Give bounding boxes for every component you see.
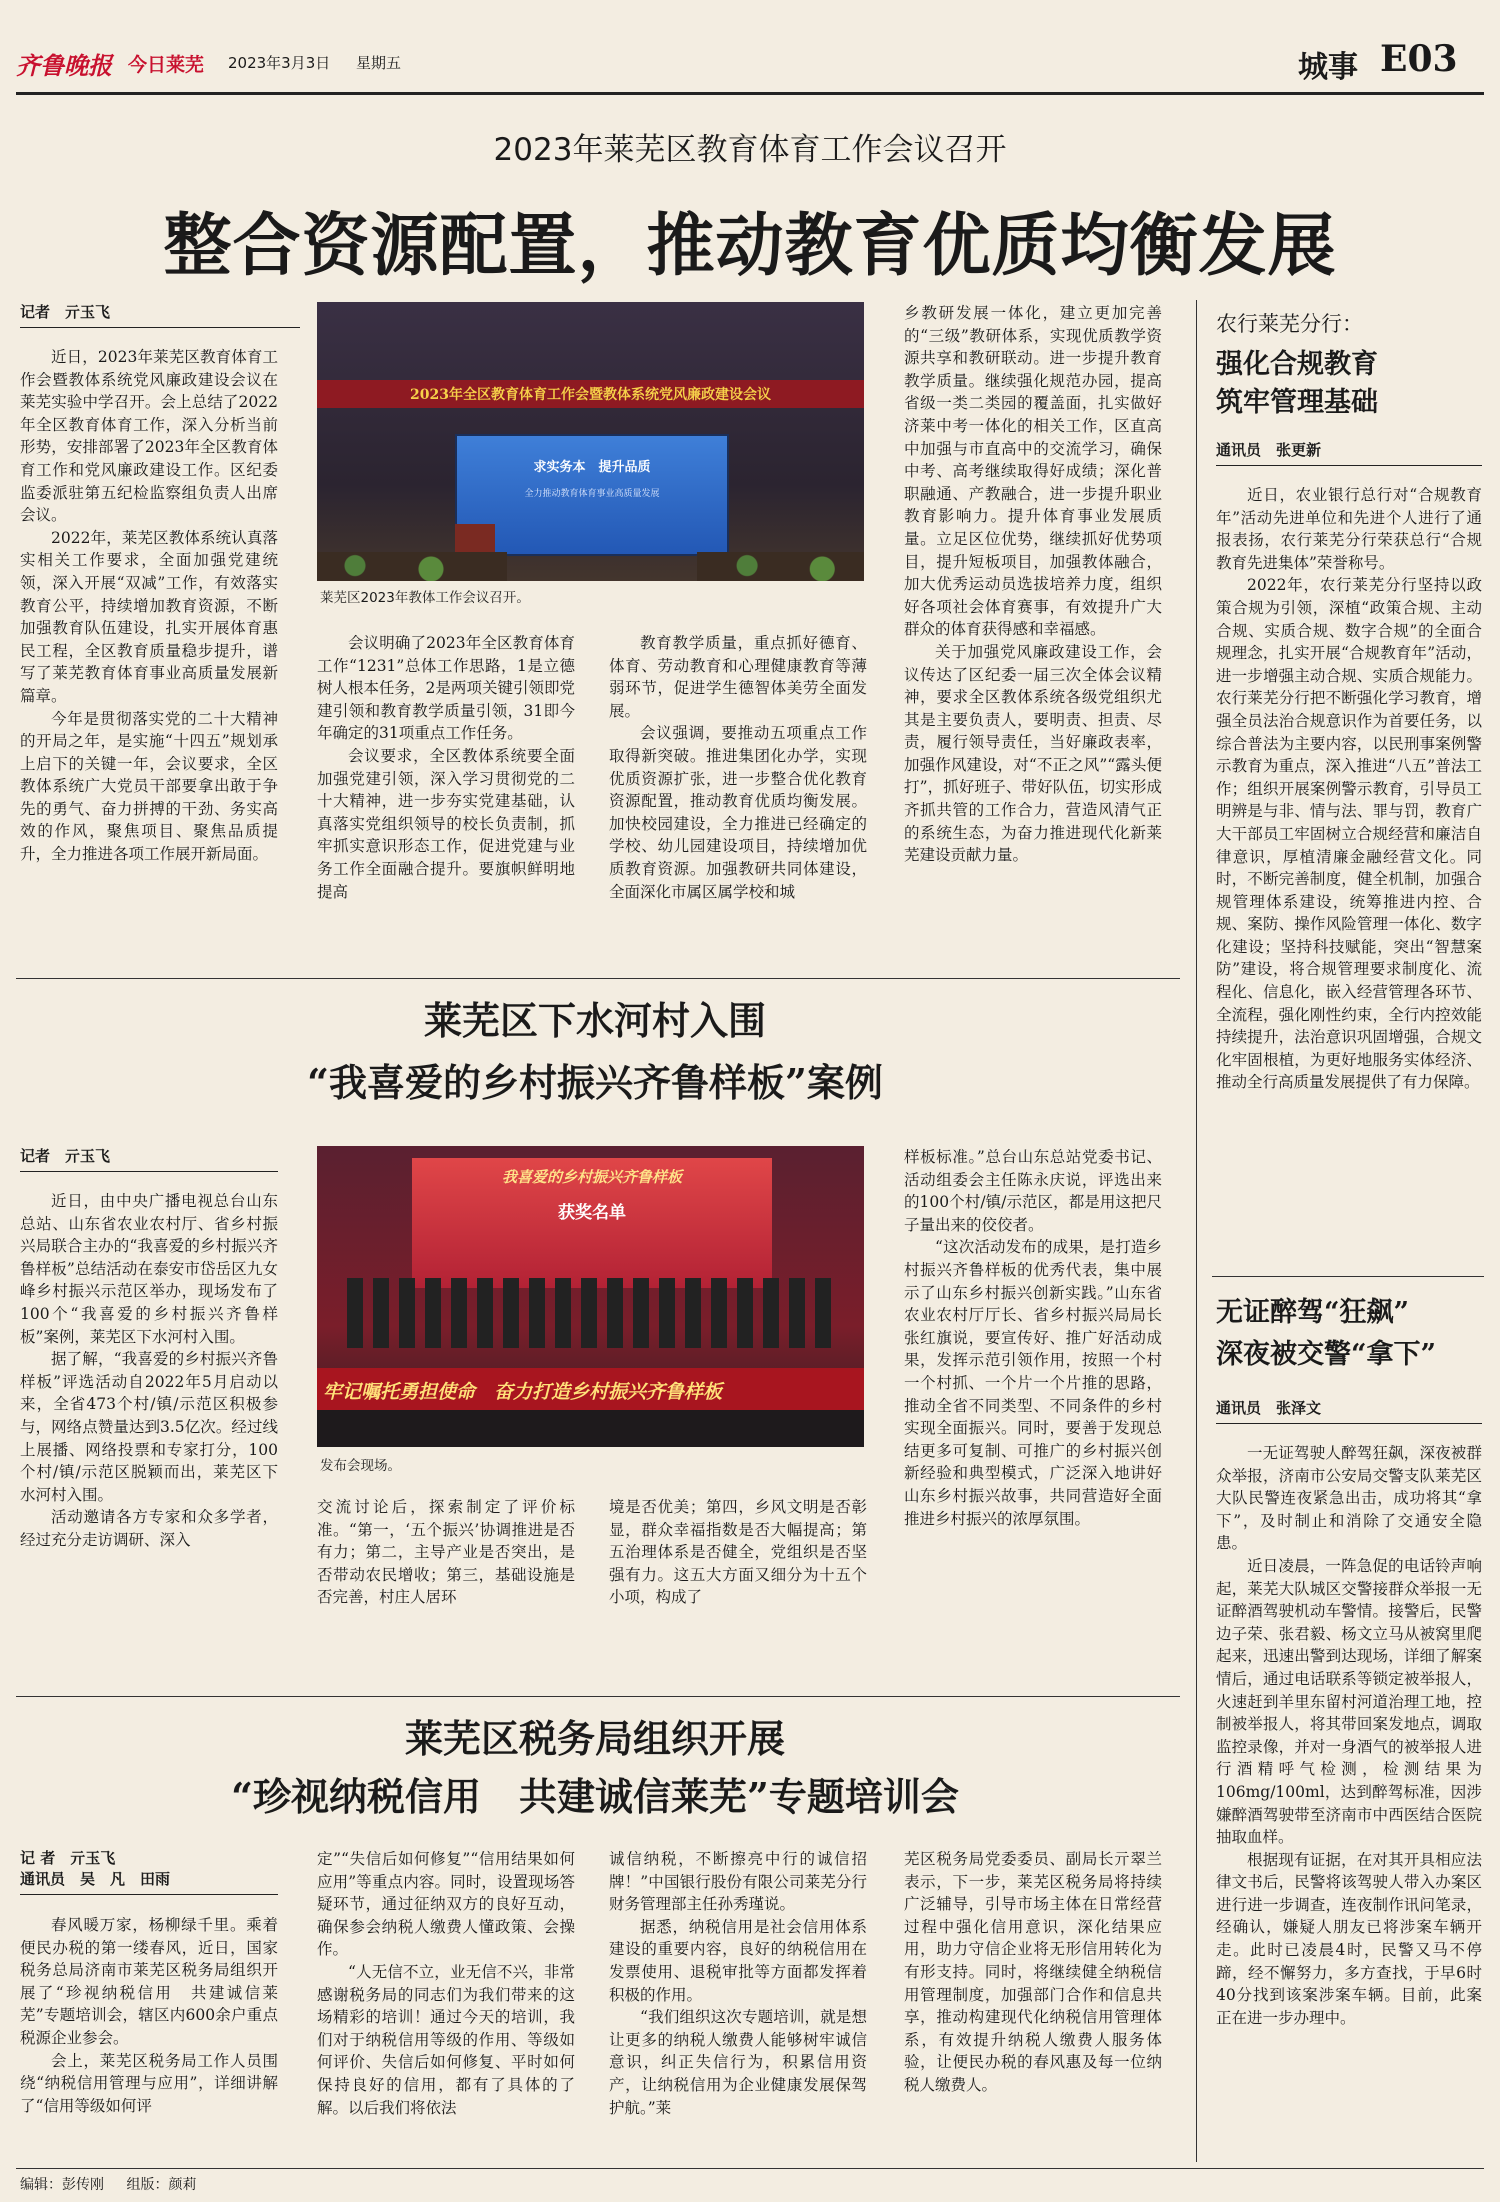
article2-byline [20,1146,278,1172]
paragraph: 近日，由中央广播电视总台山东总站、山东省农业农村厅、省乡村振兴局联合主办的“我喜爱的乡村振兴齐鲁样板”总结活动在泰安市岱岳区九女峰乡村振兴示范区举办，现场发布了100个“我喜爱的乡村振兴齐鲁样板”案例，莱芜区下水河村入围。 [20,1192,278,1346]
photo-stage-screen [455,434,729,556]
issue-date: 2023年3月3日 [228,54,331,72]
footer [20,2174,196,2194]
issue-weekday: 星期五 [356,54,402,72]
award-winners-row [347,1278,837,1348]
article3-byline [20,1848,278,1895]
paragraph: 近日凌晨，一阵急促的电话铃声响起，莱芜大队城区交警接群众举报一无证醉酒驾驶机动车警情。接警后，民警边子荣、张君毅、杨文立马从被窝里爬起来，迅速出警到达现场，详细了解案情后，通过电话联系等锁定被举报人，火速赶到羊里东留村河道治理工地，控制被举报人，将其带回案发地点，调取监控录像，并对一身酒气的被举报人进行酒精呼气检测，检测结果为106mg/100ml，达到醉驾标准，因涉嫌醉酒驾驶带至济南市中西医结合医院抽取血样。 [1216,1556,1482,1847]
article1-byline [20,302,300,328]
paragraph: 会议明确了2023年全区教育体育工作“1231”总体工作思路，1是立德树人根本任务，2是两项关键引领即党建引领和教育教学质量引领，31即今年确定的31项重点工作任务。 [317,634,575,743]
byline-rule [1216,1423,1482,1424]
sidebar1-headline-1: 强化合规教育 [1216,349,1378,380]
sidebar-divider [1196,300,1197,2162]
paragraph: 会上，莱芜区税务局工作人员围绕“纳税信用管理与应用”，详细讲解了“信用等级如何评 [20,2051,278,2115]
stage-banner [317,1368,864,1410]
article3-col1 [20,1914,278,2162]
byline-text: 记者 亓玉飞 [20,1147,111,1165]
byline-rule [1216,465,1482,466]
paragraph: 交流讨论后，探索制定了评价标准。“第一，‘五个振兴’协调推进是否有力；第二，主导产业是否突出，是否带动农民增收；第三，基础设施是否完善，村庄人居环 [317,1498,575,1607]
footer-layout: 组版：颜莉 [126,2177,197,2193]
paragraph: “这次活动发布的成果，是打造乡村振兴齐鲁样板的优秀代表，集中展示了山东乡村振兴创新实践。”山东省农业农村厅厅长、省乡村振兴局局长张红旗说，要宣传好、推广好活动成果，发挥示范引领作用，按照一个村一个村抓、一个片一个片推的思路，推动全省不同类型、不同条件的乡村实现全面振兴。同时，要善于发现总结更多可复制、可推广的乡村振兴创新经验和典型模式，广泛深入地讲好山东乡村振兴故事，共同营造好全面推进乡村振兴的浓厚氛围。 [904,1238,1162,1528]
article3-headline-2: “珍视纳税信用 共建诚信莱芜”专题培训会 [231,1774,959,1819]
sidebar2-body [1216,1442,1482,2162]
paragraph: 近日，2023年莱芜区教育体育工作会暨教体系统党风廉政建设会议在莱芜实验中学召开。会上总结了2022年全区教育体育工作，深入分析当前形势，安排部署了2023年全区教育体育工作和党风廉政建设工作。区纪委监委派驻第五纪检监察组负责人出席会议。 [20,348,278,525]
masthead-rule [16,92,1484,95]
screen-subtitle: 获奖名单 [558,1203,626,1223]
article3-col4 [904,1848,1162,2162]
sidebar1-body [1216,484,1482,1254]
paragraph: 诚信纳税，不断擦亮中行的诚信招牌！”中国银行股份有限公司莱芜分行财务管理部主任孙秀瑾说。 [609,1850,867,1914]
sidebar1-headline-2: 筑牢管理基础 [1216,387,1378,418]
paragraph: 春风暖万家，杨柳绿千里。乘着便民办税的第一缕春风，近日，国家税务总局济南市莱芜区税务局组织开展了“珍视纳税信用 共建诚信莱芜”专题培训会，辖区内600余户重点税源企业参会。 [20,1916,278,2047]
article1-col4 [904,302,1162,962]
article1-col2 [317,632,575,962]
paragraph: 今年是贯彻落实党的二十大精神的开局之年，是实施“十四五”规划承上启下的关键一年，会议要求，全区教体系统广大党员干部要拿出敢于争先的勇气、奋力拼搏的干劲、务实高效的作风，聚焦项目、聚焦品质提升，全力推进各项工作展开新局面。 [20,709,278,864]
paragraph: 会议要求，全区教体系统要全面加强党建引领，深入学习贯彻党的二十大精神，进一步夯实党建基础，认真落实党组织领导的校长负责制，抓牢抓实意识形态工作，促进党建与业务工作全面融合提升。要旗帜鲜明地提高 [317,746,575,901]
article3-col2 [317,1848,575,2162]
byline-rule [20,1171,278,1172]
article2-col2 [317,1496,575,1686]
sidebar2-byline [1216,1398,1482,1424]
paragraph: 芜区税务局党委委员、副局长亓翠兰表示，下一步，莱芜区税务局将持续广泛辅导，引导市场主体在日常经营过程中强化信用意识，深化结果应用，助力守信企业将无形信用转化为有形支持。同时，将继续健全纳税信用管理制度，加强部门合作和信息共享，推动构建现代化纳税信用管理体系，有效提升纳税人缴费人服务体验，让便民办税的春风惠及每一位纳税人缴费人。 [904,1850,1162,2094]
paragraph: 据悉，纳税信用是社会信用体系建设的重要内容，良好的纳税信用在发票使用、退税审批等方面都发挥着积极的作用。 [609,1917,867,2004]
paragraph: 2022年，农行莱芜分行坚持以政策合规为引领，深植“政策合规、主动合规、实质合规、数字合规”的全面合规理念，扎实开展“合规教育年”活动，进一步增强主动合规、实质合规能力。农行莱芜分行把不断强化学习教育，增强全员法治合规意识作为首要任务，以综合普法为主要内容，以民刑事案例警示教育为重点，深入推进“八五”普法工作；组织开展案例警示教育，引导员工明辨是与非、情与法、罪与罚，教育广大干部员工牢固树立合规经营和廉洁自律意识，厚植清廉金融经营文化。同时，不断完善制度，健全机制，加强合规管理体系建设，统筹推进内控、合规、案防、操作风险管理一体化、数字化建设；坚持科技赋能，突出“智慧案防”建设，将合规管理要求制度化、流程化、信息化，嵌入经营管理各环节、全流程，强化刚性约束，全行内控效能持续提升，法治意识巩固增强，合规文化牢固根植，为更好地服务实体经济、推动全行高质量发展提供了有力保障。 [1216,576,1482,1092]
banner-text: 牢记嘱托勇担使命 奋力打造乡村振兴齐鲁样板 [323,1381,723,1403]
paragraph: 定”“失信后如何修复”“信用结果如何应用”等重点内容。同时，设置现场答疑环节，通过征纳双方的良好互动，确保参会纳税人缴费人懂政策、会操作。 [317,1850,575,1959]
article1-caption: 莱芜区2023年教体工作会议召开。 [320,590,530,606]
section-name: 城事 [1298,50,1358,85]
sidebar1-byline [1216,440,1482,466]
byline-rule [20,327,300,328]
paragraph: 一无证驾驶人醉驾狂飙，深夜被群众举报，济南市公安局交警支队莱芜区大队民警连夜紧急出击，成功将其“拿下”，及时制止和消除了交通安全隐患。 [1216,1444,1482,1553]
sidebar2-headline-1: 无证醉驾“狂飙” [1216,1297,1410,1328]
edition-name: 今日莱芜 [128,54,205,76]
paragraph: 教育教学质量，重点抓好德育、体育、劳动教育和心理健康教育等薄弱环节，促进学生德智体美劳全面发展。 [609,634,867,720]
paragraph: 会议强调，要推动五项重点工作取得新突破。推进集团化办学，实现优质资源扩张，进一步整合优化教育资源配置，推动教育优质均衡发展。加快校园建设，全力推进已经确定的学校、幼儿园建设项目，持续增加优质教育资源。加强教研共同体建设，全面深化市属区属学校和城 [609,724,867,901]
paper-logo: 齐鲁晚报 [16,51,112,80]
article3-headline-1: 莱芜区税务局组织开展 [404,1716,785,1761]
byline-rule [20,1894,278,1895]
article1-col3 [609,632,867,962]
stage-screen [412,1158,772,1288]
article2-photo [317,1146,864,1447]
article2-col1 [20,1190,278,1680]
paragraph: 活动邀请各方专家和众多学者，经过充分走访调研、深入 [20,1508,278,1549]
paragraph: “我们组织这次专题培训，就是想让更多的纳税人缴费人能够树牢诚信意识，纠正失信行为，积累信用资产，让纳税信用为企业健康发展保驾护航。”莱 [609,2008,867,2117]
byline-correspondent: 通讯员 吴 凡 田雨 [20,1870,171,1888]
paragraph: 据了解，“我喜爱的乡村振兴齐鲁样板”评选活动自2022年5月启动以来，全省473个村/镇/示范区积极参与，网络点赞量达到3.5亿次。经过线上展播、网络投票和专家打分，100个村/镇/示范区脱颖而出，莱芜区下水河村入围。 [20,1350,278,1504]
article2-bottom-rule [16,1696,1180,1697]
masthead [16,36,1484,96]
paragraph: 根据现有证据，在对其开具相应法律文书后，民警将该驾驶人带入办案区进行进一步调查，连夜制作讯问笔录，经确认，嫌疑人朋友已将涉案车辆开走。此时已凌晨4时，民警又马不停蹄，经不懈努力，多方查找，于早6时40分找到该案涉案车辆。目前，此案正在进一步办理中。 [1216,1850,1482,2027]
page-number: E03 [1380,38,1458,80]
sidebar2-headline-2: 深夜被交警“拿下” [1216,1339,1437,1370]
paragraph: 境是否优美；第四，乡风文明是否彰显，群众幸福指数是否大幅提高；第五治理体系是否健全，党组织是否坚强有力。这五大方面又细分为十五个小项，构成了 [609,1498,867,1607]
paragraph: 乡教研发展一体化，建立更加完善的“三级”教研体系，实现优质教学资源共享和教研联动。进一步提升教育教学质量。继续强化规范办园，提高省级一类二类园的覆盖面，扎实做好济莱中考一体化的相关工作，区直高中加强与市直高中的交流学习，确保中考、高考继续取得好成绩；深化普职融通、产教融合，进一步提升职业教育影响力。提升体育事业发展质量。立足区位优势，继续抓好优势项目，提升短板项目，加强教体融合，加大优秀运动员选拔培养力度，组织好各项社会体育赛事，有效提升广大群众的体育获得感和幸福感。 [904,304,1162,639]
paragraph: 样板标准。”总台山东总站党委书记、活动组委会主任陈永庆说，评选出来的100个村/镇/示范区，都是用这把尺子量出来的佼佼者。 [904,1148,1162,1234]
article2-caption: 发布会现场。 [320,1458,401,1474]
article2-col3 [609,1496,867,1686]
sidebar1-kicker: 农行莱芜分行： [1216,312,1363,336]
paragraph: 关于加强党风廉政建设工作，会议传达了区纪委一届三次全体会议精神，要求全区教体系统各级党组织尤其是主要负责人，要明责、担责、尽责，履行领导责任，当好廉政表率，加强作风建设，对“不正之风”“露头便打”，抓好班子、带好队伍，切实形成齐抓共管的工作合力，营造风清气正的系统生态，为奋力推进现代化新莱芜建设贡献力量。 [904,642,1162,865]
audience [317,1410,864,1447]
footer-editor: 编辑：彭传刚 [20,2177,104,2193]
paragraph: 2022年，莱芜区教体系统认真落实相关工作要求，全面加强党建统领，深入开展“双减”工作，有效落实教育公平，持续增加教育资源，不断加强教育队伍建设，扎实开展体育惠民工程，全区教育质量稳步提升，谱写了莱芜教育体育事业高质量发展新篇章。 [20,528,278,705]
article1-col1 [20,346,278,946]
article1-photo [317,302,864,607]
article1-headline: 整合资源配置，推动教育优质均衡发展 [163,206,1337,286]
article2-col4 [904,1146,1162,1686]
article1-bottom-rule [16,978,1180,979]
article2-headline-2: “我喜爱的乡村振兴齐鲁样板”案例 [307,1060,883,1105]
byline-text: 通讯员 张更新 [1216,441,1322,459]
paragraph: “人无信不立，业无信不兴，非常感谢税务局的同志们为我们带来的这场精彩的培训！通过今天的培训，我们对于纳税信用等级的作用、等级如何评价、失信后如何修复、平时如何保持良好的信用，都有了具体的了解。以后我们将依法 [317,1962,575,2117]
screen-title: 我喜爱的乡村振兴齐鲁样板 [501,1168,682,1186]
article3-col3 [609,1848,867,2162]
footer-rule [16,2168,1484,2169]
photo-banner-text: 2023年全区教育体育工作会暨教体系统党风廉政建设会议 [317,380,864,408]
article2-headline-1: 莱芜区下水河村入围 [423,998,766,1043]
screen-subtitle: 全力推动教育体育事业高质量发展 [524,489,660,499]
paragraph: 近日，农业银行总行对“合规教育年”活动先进单位和先进个人进行了通报表扬，农行莱芜分行荣获总行“合规教育先进集体”荣誉称号。 [1216,486,1482,572]
byline-text: 记者 亓玉飞 [20,303,111,321]
sidebar-rule [1212,1276,1484,1277]
byline-reporter: 记 者 亓玉飞 [20,1849,116,1867]
article1-kicker: 2023年莱芜区教育体育工作会议召开 [493,132,1007,168]
byline-text: 通讯员 张泽文 [1216,1399,1322,1417]
screen-slogan: 求实务本 提升品质 [533,460,651,475]
